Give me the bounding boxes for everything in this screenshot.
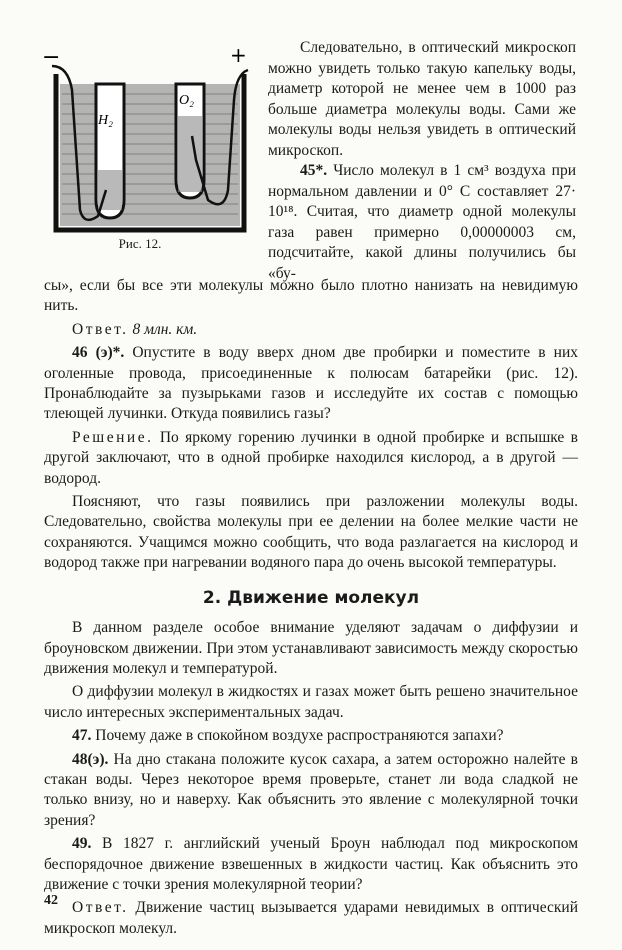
- problem-47: [44, 726, 578, 746]
- answer-49: [44, 898, 578, 939]
- water: [60, 84, 240, 226]
- figure-caption: Рис. 12.: [118, 236, 162, 251]
- section-intro-1: В данном разделе особое внимание уделяют задачам о диффузии и броуновском движении. При этом устанавливают зависимость между скоростью движения молекул и температурой.: [44, 619, 578, 677]
- page-number: 42: [44, 893, 58, 908]
- problem-48: [44, 750, 578, 832]
- right-column: [268, 38, 576, 284]
- paragraph-microscope: Следовательно, в оптический микроскоп можно увидеть только такую капельку воды, диаметр которой не менее чем в 1000 раз больше диаметра молекулы воды. Сами же молекулы воды нельзя увидеть в оптический микроскоп.: [268, 39, 576, 159]
- answer-45-label: Ответ.: [72, 320, 129, 338]
- problem-46: [44, 343, 578, 425]
- answer-49-label: Ответ.: [72, 899, 129, 917]
- problem-47-text: Почему даже в спокойном воздухе распространяются запахи?: [95, 727, 504, 745]
- water-in-o2-tube: [178, 116, 202, 192]
- problem-46-text: Опустите в воду вверх дном две пробирки и поместите в них оголенные провода, присоединенные к полюсам батарейки (рис. 12). Пронаблюдайте за пузырьками газов и исследуйте их состав с помощью тлеющей лучинки. Откуда появились газы?: [44, 344, 578, 423]
- solution-46-text: По яркому горению лучинки в одной пробирке и вспышке в другой заключают, что в одной пробирке находился кислород, а в другой — водород.: [44, 428, 578, 487]
- problem-48-text: На дно стакана положите кусок сахара, а затем осторожно налейте в стакан воды. Через некоторое время проверьте, станет ли вода сладкой не только внизу, но и наверху. Как объяснить это явление с молекулярной точки зрения?: [44, 750, 578, 829]
- problem-46-number: 46 (э)*.: [72, 344, 125, 362]
- problem-45-text: Число молекул в 1 см³ воздуха при нормальном давлении и 0° С составляет 27· 10¹⁸. Считая, что диаметр одной молекулы газа равен примерно 0,00000003 см, подсчитайте, какой длины получились бы «бу-: [268, 162, 576, 282]
- main-text: [44, 276, 578, 942]
- problem-49: [44, 834, 578, 895]
- label-h2: H₂: [98, 113, 113, 128]
- answer-45: [44, 320, 578, 340]
- label-o2: O₂: [179, 93, 194, 108]
- solution-46-label: Решение.: [72, 428, 154, 446]
- problem-47-number: 47.: [72, 727, 92, 745]
- problem-45-number: 45*.: [300, 162, 328, 179]
- answer-49-text: Движение частиц вызывается ударами невидимых в оптический микроскоп молекул.: [44, 899, 578, 937]
- problem-45-continued: сы», если бы все эти молекулы можно было плотно нанизать на невидимую нить.: [44, 277, 578, 315]
- explanation-46: Поясняют, что газы появились при разложении молекулы воды. Следовательно, свойства молекулы при ее делении на более мелкие части не сохраняются. Учащимся можно сообщить, что вода разлагается на кислород и водород также при нагревании водяного пара до очень высокой температуры.: [44, 493, 578, 572]
- answer-45-text: 8 млн. км.: [132, 320, 198, 338]
- problem-49-number: 49.: [72, 835, 92, 853]
- minus-sign: −: [42, 45, 61, 70]
- problem-48-number: 48(э).: [72, 750, 109, 768]
- section-title: 2. Движение молекул: [202, 587, 420, 608]
- problem-45: [268, 161, 576, 284]
- plus-sign: +: [230, 43, 247, 67]
- section-intro-2: О диффузии молекул в жидкостях и газах может быть решено значительное число интересных экспериментальных задач.: [44, 683, 578, 721]
- problem-49-text: В 1827 г. английский ученый Броун наблюдал под микроскопом беспорядочное движение взвешенных в жидкости частиц. Как объяснить это движение с точки зрения молекулярной теории?: [44, 835, 579, 893]
- solution-46: [44, 428, 578, 489]
